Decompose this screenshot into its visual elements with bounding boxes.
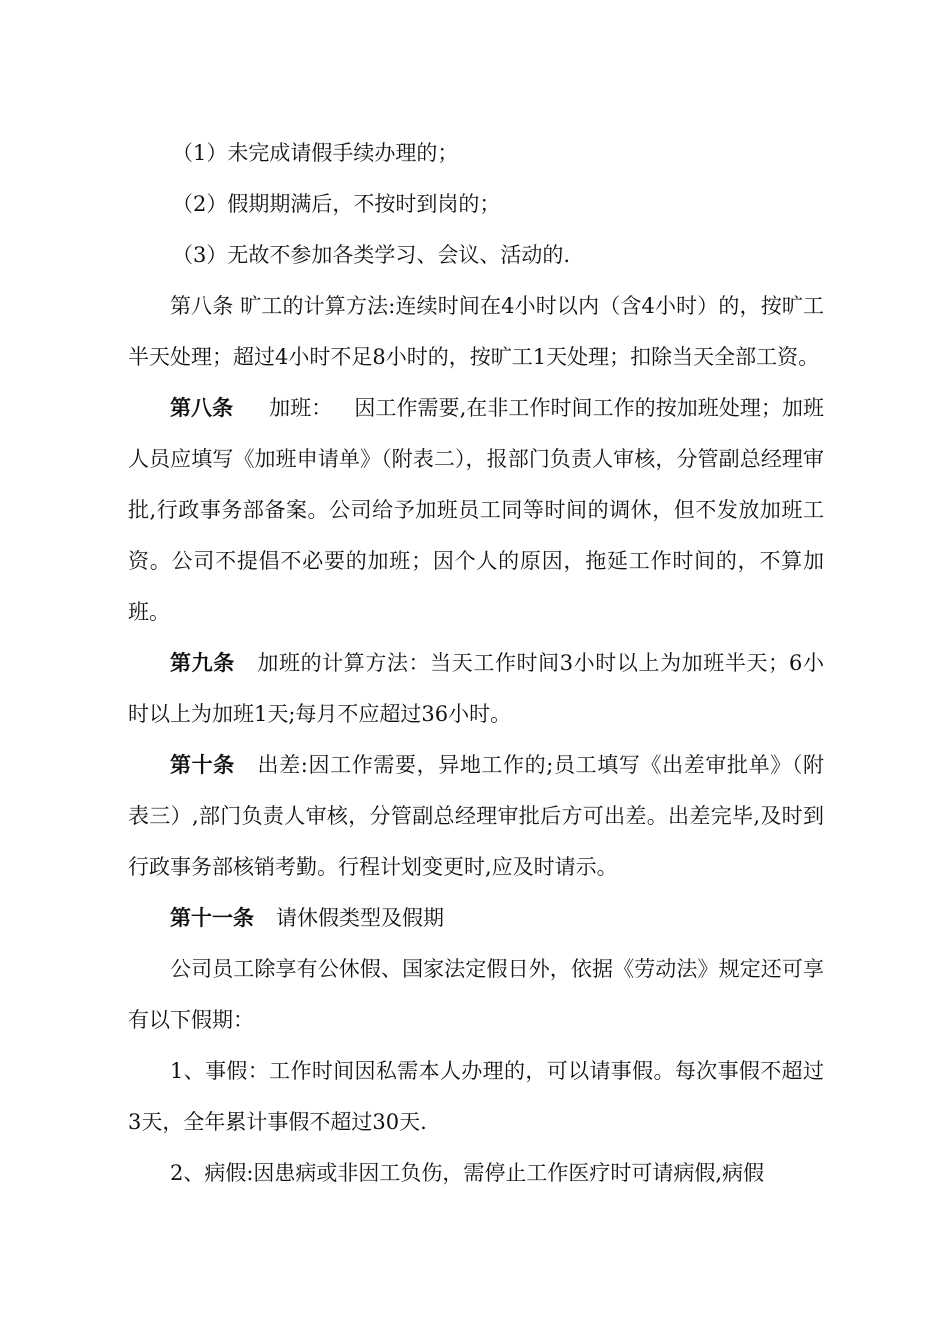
article-heading: 第十条 [170,753,235,777]
article-11-intro-paragraph: 公司员工除享有公休假、国家法定假日外，依据《劳动法》规定还可享有以下假期： [128,957,824,1032]
article-9-paragraph [128,638,824,740]
article-8-absenteeism-paragraph: 第八条 旷工的计算方法:连续时间在4小时以内（含4小时）的，按旷工半天处理；超过4小时不足8小时的，按旷工1天处理；扣除当天全部工资。 [128,294,824,369]
article-8-overtime-paragraph [128,383,824,638]
leave-type-personal: 1、事假：工作时间因私需本人办理的，可以请事假。每次事假不超过3天，全年累计事假不超过30天. [128,1059,824,1134]
article-10-paragraph [128,740,824,893]
article-text: 因工作需要,在非工作时间工作的按加班处理；加班人员应填写《加班申请单》（附表二），报部门负责人审核，分管副总经理审批,行政事务部备案。公司给予加班员工同等时间的调休，但不发放加班工资。公司不提倡不必要的加班；因个人的原因，拖延工作时间的，不算加班。 [128,396,825,624]
article-heading: 第九条 [170,651,235,675]
article-title: 加班： [269,396,333,420]
list-item: （3）无故不参加各类学习、会议、活动的. [172,243,571,267]
article-text: 出差:因工作需要，异地工作的;员工填写《出差审批单》（附表三）,部门负责人审核，分管副总经理审批后方可出差。出差完毕,及时到行政事务部核销考勤。行程计划变更时,应及时请示。 [128,753,824,879]
list-item: （1）未完成请假手续办理的； [172,141,459,165]
article-heading: 第八条 [170,396,234,420]
article-11-heading-paragraph [128,893,824,944]
article-heading: 第十一条 [170,906,254,930]
document-body [128,128,824,1199]
list-item: （2）假期期满后，不按时到岗的； [172,192,501,216]
article-title: 请休假类型及假期 [276,906,444,930]
article-text: 加班的计算方法：当天工作时间3小时以上为加班半天；6小时以上为加班1天;每月不应超过36小时。 [128,651,824,726]
leave-type-sick: 2、病假:因患病或非因工负伤，需停止工作医疗时可请病假,病假 [170,1161,765,1185]
